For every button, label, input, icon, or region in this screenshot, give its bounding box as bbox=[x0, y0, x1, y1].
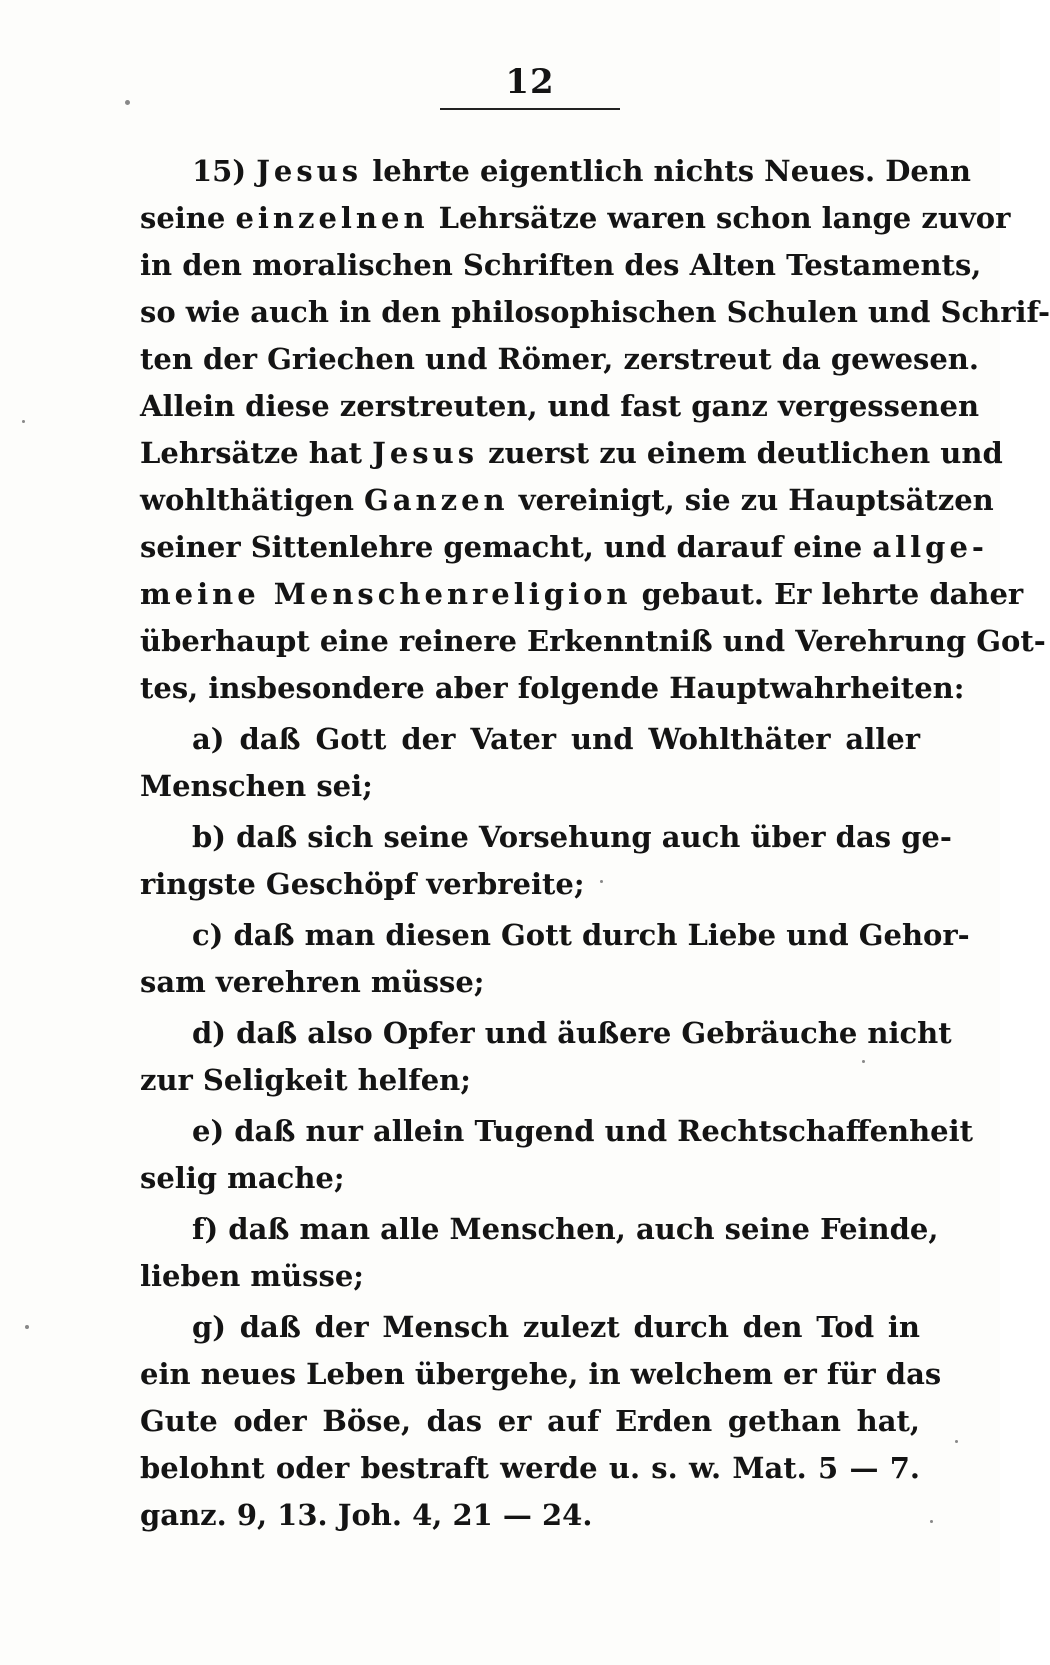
text-line: ten der Griechen und Römer, zerstreut da gewesen. bbox=[140, 342, 979, 376]
scan-speck bbox=[600, 880, 603, 883]
list-item-line: ganz. 9, 13. Joh. 4, 21 — 24. bbox=[140, 1498, 593, 1532]
list-item-line: sam verehren müsse; bbox=[140, 965, 485, 999]
text-line bbox=[140, 477, 994, 524]
text-fragment: Lehrsätze hat bbox=[140, 436, 373, 470]
list-item-line: b) daß sich seine Vorsehung auch über das ge- bbox=[192, 820, 952, 854]
text-fragment: vereinigt, sie zu Hauptsätzen bbox=[508, 483, 994, 517]
list-item-line: g) daß der Mensch zulezt durch den Tod in bbox=[192, 1310, 920, 1344]
text-fragment: zuerst zu einem deutlichen und bbox=[478, 436, 1003, 470]
list-item-line: d) daß also Opfer und äußere Gebräuche nicht bbox=[192, 1016, 952, 1050]
list-item-line: a) daß Gott der Vater und Wohlthäter aller bbox=[192, 722, 920, 756]
text-line bbox=[140, 195, 1011, 242]
text-fragment: seine bbox=[140, 201, 236, 235]
paragraph-number: 15) bbox=[192, 154, 257, 188]
text-line: überhaupt eine reinere Erkenntniß und Verehrung Got- bbox=[140, 624, 1046, 658]
text-line: Allein diese zerstreuten, und fast ganz vergessenen bbox=[140, 389, 980, 423]
spaced-emphasis: allge- bbox=[872, 530, 988, 564]
list-item-line: e) daß nur allein Tugend und Rechtschaffenheit bbox=[192, 1114, 974, 1148]
text-fragment: lehrte eigentlich nichts Neues. Denn bbox=[362, 154, 971, 188]
scan-speck bbox=[25, 1325, 29, 1329]
text-line bbox=[140, 148, 971, 195]
scan-speck bbox=[22, 420, 25, 423]
spaced-emphasis: meine Menschenreligion bbox=[140, 577, 632, 611]
body-text bbox=[140, 148, 1050, 1539]
scan-speck bbox=[862, 1060, 865, 1063]
text-fragment: wohlthätigen bbox=[140, 483, 364, 517]
list-item-line: f) daß man alle Menschen, auch seine Feinde, bbox=[192, 1212, 939, 1246]
spaced-emphasis: Jesus bbox=[256, 154, 363, 188]
list-item-line: ein neues Leben übergehe, in welchem er für das bbox=[140, 1357, 942, 1391]
text-line bbox=[140, 571, 1024, 618]
list-item-line: c) daß man diesen Gott durch Liebe und Gehor- bbox=[192, 918, 970, 952]
header-rule bbox=[440, 108, 620, 110]
text-fragment: gebaut. Er lehrte daher bbox=[631, 577, 1024, 611]
text-fragment: Lehrsätze waren schon lange zuvor bbox=[428, 201, 1011, 235]
list-item-line: selig mache; bbox=[140, 1161, 345, 1195]
scan-speck bbox=[125, 100, 130, 105]
spaced-emphasis: Jesus bbox=[372, 436, 479, 470]
text-line bbox=[140, 430, 1003, 477]
list-item-line: zur Seligkeit helfen; bbox=[140, 1063, 471, 1097]
list-item-line: ringste Geschöpf verbreite; bbox=[140, 867, 585, 901]
text-line: so wie auch in den philosophischen Schulen und Schrif- bbox=[140, 295, 1050, 329]
list-item-line: lieben müsse; bbox=[140, 1259, 364, 1293]
page-number: 12 bbox=[505, 62, 555, 102]
spaced-emphasis: Ganzen bbox=[364, 483, 509, 517]
text-line: in den moralischen Schriften des Alten Testaments, bbox=[140, 248, 982, 282]
text-line bbox=[140, 524, 988, 571]
spaced-emphasis: einzelnen bbox=[235, 201, 429, 235]
text-line: tes, insbesondere aber folgende Hauptwahrheiten: bbox=[140, 671, 965, 705]
scan-speck bbox=[955, 1440, 958, 1443]
list-item-line: Gute oder Böse, das er auf Erden gethan hat, bbox=[140, 1404, 920, 1438]
text-fragment: seiner Sittenlehre gemacht, und darauf eine bbox=[140, 530, 873, 564]
list-item-line: Menschen sei; bbox=[140, 769, 373, 803]
list-item-line: belohnt oder bestraft werde u. s. w. Mat. 5 — 7. bbox=[140, 1451, 920, 1485]
scan-speck bbox=[930, 1520, 933, 1523]
